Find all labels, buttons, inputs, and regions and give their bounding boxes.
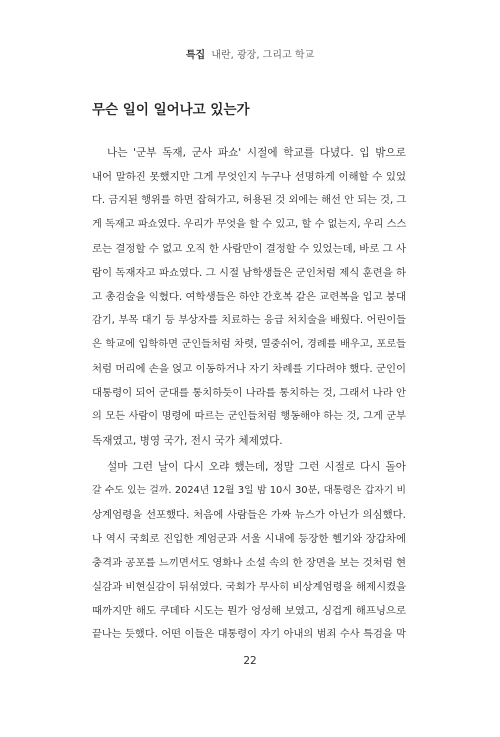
text-line: 은 학교에 입학하면 군인들처럼 차렷, 열중쉬어, 경례를 배우고, 포로들 xyxy=(92,339,406,350)
text-line: 설마 그런 날이 다시 오랴 했는데, 정말 그런 시절로 다시 돌아 xyxy=(107,461,406,473)
text-line: 고 총검술을 익혔다. 여학생들은 하얀 간호복 같은 교련복을 입고 붕대 xyxy=(92,291,407,303)
text-line: 람이 독재자고 파쇼였다. 그 시절 남학생들은 군인처럼 제식 훈련을 하 xyxy=(92,267,407,279)
running-header xyxy=(0,46,500,61)
text-line: 독재였고, 병영 국가, 전시 국가 체제였다. xyxy=(92,435,283,447)
text-line: 내어 말하진 못했지만 그게 무엇인지 누구나 선명하게 이해할 수 있었 xyxy=(92,171,406,183)
section-label: 특집 xyxy=(185,50,206,61)
text-line: 로는 결정할 수 없고 오직 한 사람만이 결정할 수 있었는데, 바로 그 사 xyxy=(92,243,406,255)
text-line: 끝나는 듯했다. 어떤 이들은 대통령이 자기 아내의 범죄 수사 특검을 막 xyxy=(92,629,406,640)
header-subtitle: 내란, 광장, 그리고 학교 xyxy=(211,50,315,61)
text-line: 감기, 부목 대기 등 부상자를 치료하는 응급 처치술을 배웠다. 어린이들 xyxy=(92,315,406,326)
text-line: 때까지만 해도 쿠데타 시도는 뭔가 엉성해 보였고, 싱겁게 해프닝으로 xyxy=(92,605,406,617)
text-line: 다. 금지된 행위를 하면 잡혀가고, 허용된 것 외에는 해선 안 되는 것, 그 xyxy=(92,195,407,206)
text-line: 갈 수도 있는 걸까. 2024년 12월 3일 밤 10시 30분, 대통령은 갑자기 비 xyxy=(92,485,406,496)
text-line: 상계엄령을 선포했다. 처음에 사람들은 가짜 뉴스가 아닌가 의심했다. xyxy=(92,509,406,521)
text-line: 처럼 머리에 손을 얹고 이동하거나 자기 차례를 기다려야 했다. 군인이 xyxy=(92,363,407,375)
page-number: 22 xyxy=(243,655,257,667)
text-line: 게 독재고 파쇼였다. 우리가 무엇을 할 수 있고, 할 수 없는지, 우리 스스 xyxy=(92,219,407,230)
text-line: 의 모든 사람이 명령에 따르는 군인들처럼 행동해야 하는 것, 그게 군부 xyxy=(92,411,406,422)
section-title: 무슨 일이 일어나고 있는가 xyxy=(92,102,250,118)
text-line: 충격과 공포를 느끼면서도 영화나 소설 속의 한 장면을 보는 것처럼 현 xyxy=(92,557,407,569)
text-line: 나 역시 국회로 진입한 계엄군과 서울 시내에 등장한 헬기와 장갑차에 xyxy=(92,533,406,545)
text-line: 실감과 비현실감이 뒤섞였다. 국회가 무사히 비상계엄령을 해제시켰을 xyxy=(92,581,407,593)
text-line: 나는 '군부 독재, 군사 파쇼' 시절에 학교를 다녔다. 입 밖으로 xyxy=(107,147,406,159)
text-line: 대통령이 되어 군대를 통치하듯이 나라를 통치하는 것, 그래서 나라 안 xyxy=(92,387,407,399)
